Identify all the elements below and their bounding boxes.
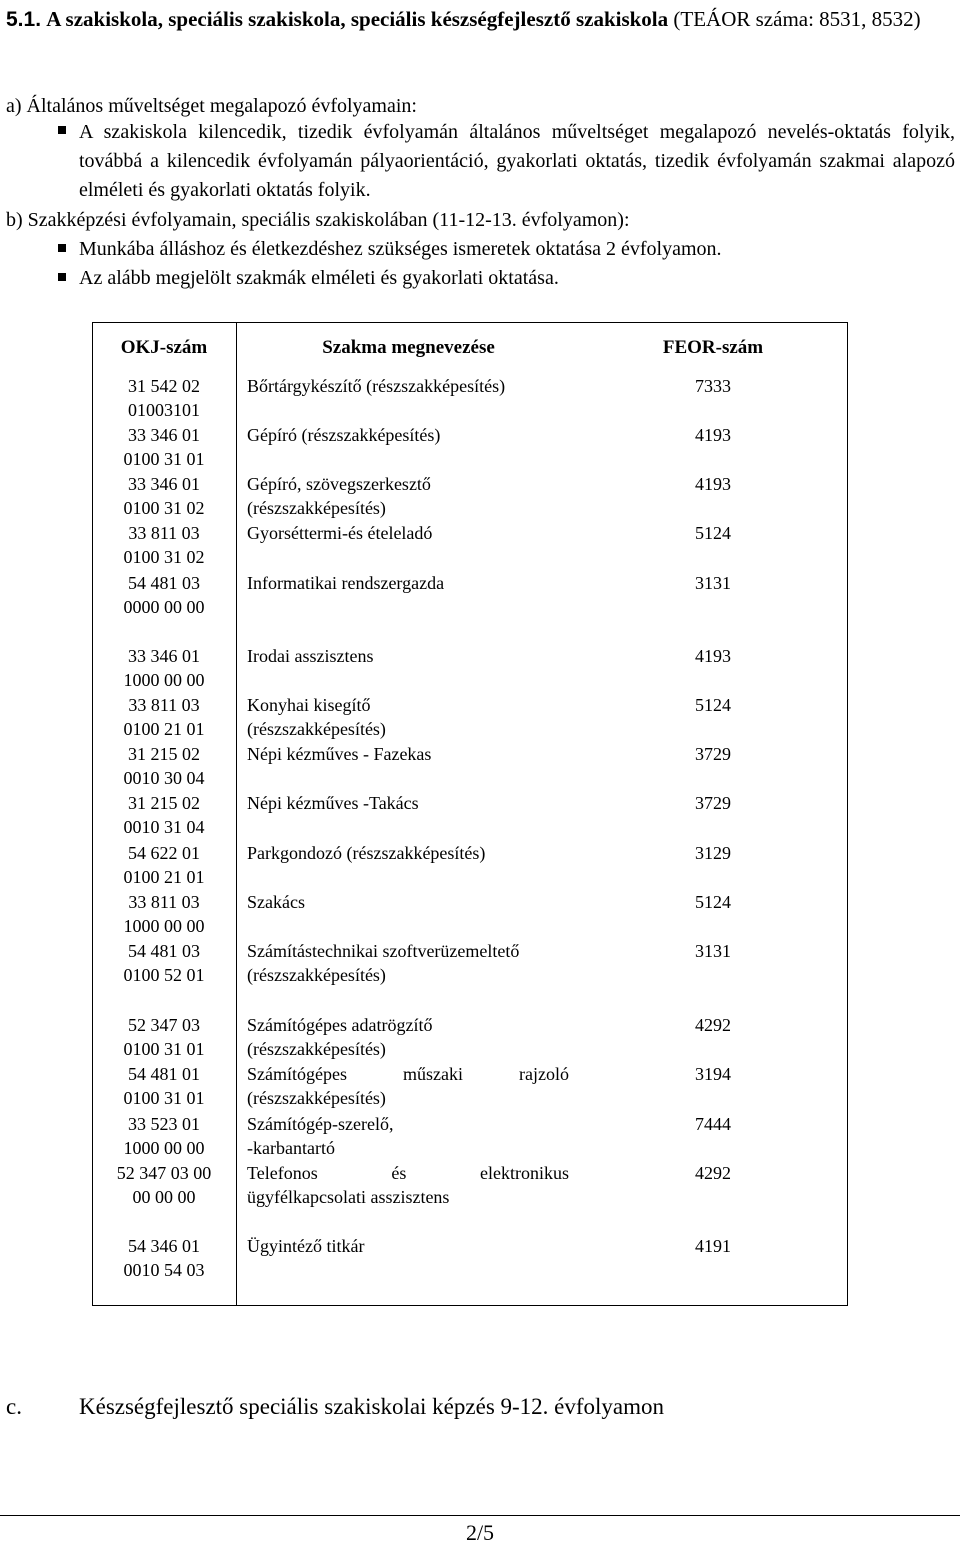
section-c-label: c. (6, 1394, 22, 1419)
section-c (6, 1394, 665, 1420)
feor-number: 3194 (695, 1064, 731, 1084)
profession-name: Számítógép-szerelő, (247, 1114, 394, 1134)
okj-number-suffix: 0010 54 03 (123, 1260, 205, 1280)
okj-number: 31 215 02 (128, 793, 200, 813)
okj-number: 31 542 02 (128, 376, 200, 396)
feor-number: 4191 (695, 1236, 731, 1256)
feor-number: 5124 (695, 892, 731, 912)
profession-name-cont: (részszakképesítés) (247, 1088, 386, 1108)
footer-divider (0, 1515, 960, 1516)
profession-name: Irodai asszisztens (247, 646, 374, 666)
okj-number-suffix: 0100 31 01 (123, 1088, 205, 1108)
bullet-square-icon (58, 244, 66, 252)
feor-number: 3729 (695, 744, 731, 764)
okj-number-suffix: 0100 52 01 (123, 965, 205, 985)
section-number: 5.1. (6, 8, 42, 31)
okj-number-suffix: 0010 30 04 (123, 768, 205, 788)
okj-number: 54 346 01 (128, 1236, 200, 1256)
profession-name: Népi kézműves - Fazekas (247, 744, 432, 764)
okj-number-suffix: 0100 31 02 (123, 498, 205, 518)
feor-number: 3129 (695, 843, 731, 863)
okj-number: 33 346 01 (128, 425, 200, 445)
profession-name: Számítástechnikai szoftverüzemeltető (247, 941, 520, 961)
feor-number: 4193 (695, 425, 731, 445)
okj-number: 54 481 03 (128, 573, 200, 593)
section-title-rest: (TEÁOR száma: 8531, 8532) (673, 7, 921, 31)
section-b-bullet-1: Munkába álláshoz és életkezdéshez szükséges ismeretek oktatása 2 évfolyamon. (79, 238, 722, 260)
okj-number-suffix: 0100 31 02 (123, 547, 205, 567)
okj-number: 33 523 01 (128, 1114, 200, 1134)
okj-number: 52 347 03 (128, 1015, 200, 1035)
okj-number-suffix: 01003101 (128, 400, 200, 420)
profession-name: Parkgondozó (részszakképesítés) (247, 843, 486, 863)
okj-number-suffix: 0100 31 01 (123, 1039, 205, 1059)
profession-name: Bőrtárgykészítő (részszakképesítés) (247, 376, 506, 396)
feor-number: 4292 (695, 1015, 731, 1035)
okj-number: 54 481 03 (128, 941, 200, 961)
feor-number: 4193 (695, 474, 731, 494)
profession-name: Gépíró (részszakképesítés) (247, 425, 441, 445)
bullet-square-icon (58, 273, 66, 281)
feor-number: 7333 (695, 376, 731, 396)
okj-number: 52 347 03 00 (116, 1163, 212, 1183)
feor-number: 7444 (695, 1114, 731, 1134)
feor-number: 3131 (695, 941, 731, 961)
profession-name: Népi kézműves -Takács (247, 793, 419, 813)
okj-number: 33 811 03 (128, 892, 200, 912)
profession-name: Konyhai kisegítő (247, 695, 371, 715)
okj-number-suffix: 0100 31 01 (123, 449, 205, 469)
section-c-text: Készségfejlesztő speciális szakiskolai képzés 9-12. évfolyamon (79, 1394, 665, 1419)
okj-number: 33 346 01 (128, 474, 200, 494)
profession-name: Számítógépes műszaki rajzoló (247, 1064, 569, 1084)
okj-number: 33 811 03 (128, 523, 200, 543)
profession-name: Számítógépes adatrögzítő (247, 1015, 433, 1035)
feor-number: 3729 (695, 793, 731, 813)
header-okj: OKJ-szám (120, 337, 208, 358)
profession-name-cont: (részszakképesítés) (247, 1039, 386, 1059)
okj-number-suffix: 1000 00 00 (123, 1138, 205, 1158)
section-heading (6, 4, 956, 35)
page-number: 2/5 (465, 1520, 495, 1545)
profession-name: Gyorséttermi-és ételeladó (247, 523, 433, 543)
feor-number: 3131 (695, 573, 731, 593)
section-b-bullet-2: Az alább megjelölt szakmák elméleti és gyakorlati oktatása. (79, 267, 559, 289)
profession-name: Ügyintéző titkár (247, 1236, 365, 1256)
header-feor: FEOR-szám (662, 337, 764, 358)
okj-number-suffix: 1000 00 00 (123, 670, 205, 690)
profession-name: Informatikai rendszergazda (247, 573, 445, 593)
okj-number: 33 811 03 (128, 695, 200, 715)
okj-number: 33 346 01 (128, 646, 200, 666)
profession-name-cont: (részszakképesítés) (247, 719, 386, 739)
section-a-label: a) Általános műveltséget megalapozó évfolyamain: (6, 95, 417, 117)
okj-number-suffix: 0000 00 00 (123, 597, 205, 617)
section-a-bullet-1: A szakiskola kilencedik, tizedik évfolyamán általános műveltséget megalapozó nevelés-oktatás folyik, továbbá a kilencedik évfolyamán pályaorientáció, gyakorlati oktatás, tizedik évfolyamán szakmai alapozó elméleti és gyakorlati oktatás folyik. (79, 121, 955, 201)
header-name: Szakma megnevezése (322, 337, 495, 358)
profession-name-cont: (részszakképesítés) (247, 498, 386, 518)
okj-number: 31 215 02 (128, 744, 200, 764)
table-divider (236, 322, 237, 1306)
feor-number: 4292 (695, 1163, 731, 1183)
section-b-label: b) Szakképzési évfolyamain, speciális szakiskolában (11-12-13. évfolyamon): (6, 209, 630, 231)
profession-name-cont: ügyfélkapcsolati asszisztens (247, 1187, 450, 1207)
okj-number: 54 481 01 (128, 1064, 200, 1084)
okj-number-suffix: 00 00 00 (132, 1187, 196, 1207)
profession-name-cont: -karbantartó (247, 1138, 335, 1158)
section-title: A szakiskola, speciális szakiskola, speciális készségfejlesztő szakiskola (46, 7, 669, 31)
profession-name: Szakács (247, 892, 305, 912)
profession-name: Gépíró, szövegszerkesztő (247, 474, 431, 494)
feor-number: 5124 (695, 523, 731, 543)
okj-number: 54 622 01 (128, 843, 200, 863)
feor-number: 4193 (695, 646, 731, 666)
profession-name: Telefonos és elektronikus (247, 1163, 569, 1183)
profession-name-cont: (részszakképesítés) (247, 965, 386, 985)
okj-number-suffix: 0100 21 01 (123, 719, 205, 739)
okj-number-suffix: 0100 21 01 (123, 867, 205, 887)
bullet-square-icon (58, 126, 66, 134)
okj-number-suffix: 0010 31 04 (123, 817, 205, 837)
okj-number-suffix: 1000 00 00 (123, 916, 205, 936)
feor-number: 5124 (695, 695, 731, 715)
